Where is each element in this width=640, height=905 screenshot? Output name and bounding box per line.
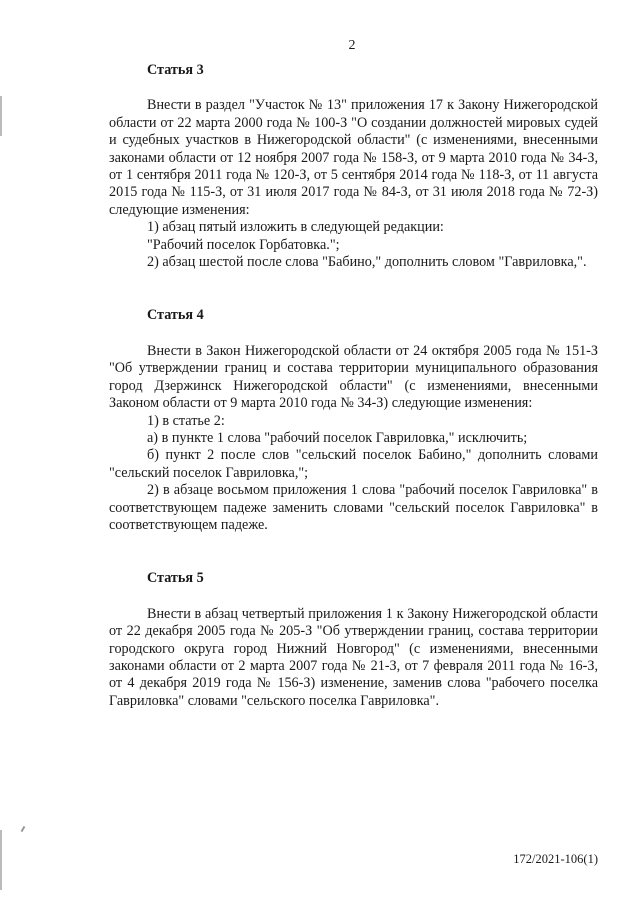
article-item: б) пункт 2 после слов "сельский поселок Бабино," дополнить словами "сельский поселок Гавриловка,";: [109, 447, 598, 481]
article-5: [109, 570, 598, 710]
article-title: Статья 3: [147, 62, 204, 78]
article-item: "Рабочий поселок Горбатовка.";: [147, 236, 340, 253]
article-title: Статья 4: [147, 307, 204, 324]
article-3: [109, 62, 598, 271]
scan-speck: [21, 826, 26, 832]
article-title: Статья 5: [147, 570, 204, 587]
page-number: 2: [348, 38, 356, 53]
article-item: 1) абзац пятый изложить в следующей редакции:: [147, 219, 444, 236]
scan-edge-mark: [0, 96, 2, 136]
scan-edge-mark: [0, 830, 2, 890]
article-4: [109, 307, 598, 534]
article-item: а) в пункте 1 слова "рабочий поселок Гавриловка," исключить;: [147, 429, 528, 446]
article-paragraph: Внести в раздел "Участок № 13" приложения 17 к Закону Нижегородской области от 22 марта 2000 года № 100-З "О создании должностей мировых судей и судебных участков в Нижегородской области" (с изменениями, внесенными законами области от 12 ноября 2007 года № 158-З, от 9 марта 2010 года № 34-З, от 1 сентября 2011 года № 120-З, от 5 сентября 2014 года № 118-З, от 11 августа 2015 года № 115-З, от 31 июля 2017 года № 84-З, от 31 июля 2018 года № 72-З) следующие изменения:: [109, 97, 598, 218]
article-paragraph: Внести в Закон Нижегородской области от 24 октября 2005 года № 151-З "Об утверждении границ и состава территории муниципального образования город Дзержинск Нижегородской области" (с изменениями, внесенными Законом области от 9 марта 2010 года № 34-З) следующие изменения:: [109, 342, 598, 412]
article-paragraph: Внести в абзац четвертый приложения 1 к Закону Нижегородской области от 22 декабря 2005 года № 205-З "Об утверждении границ, состава территории городского округа город Нижний Новгород" (с изменениями, внесенными законами области от 2 марта 2007 года № 21-З, от 7 февраля 2011 года № 16-З, от 4 декабря 2019 года № 156-З) изменение, заменив слова "рабочего поселка Гавриловка" словами "сельского поселка Гавриловка".: [109, 605, 598, 709]
document-code: 172/2021-106(1): [513, 852, 598, 866]
document-body: [109, 62, 598, 710]
article-item: 2) в абзаце восьмом приложения 1 слова "рабочий поселок Гавриловка" в соответствующем падеже заменить словами "сельский поселок Гавриловка" в соответствующем падеже.: [109, 482, 598, 533]
article-item: 2) абзац шестой после слова "Бабино," дополнить словом "Гавриловка,".: [147, 254, 587, 271]
article-item: 1) в статье 2:: [147, 412, 225, 429]
